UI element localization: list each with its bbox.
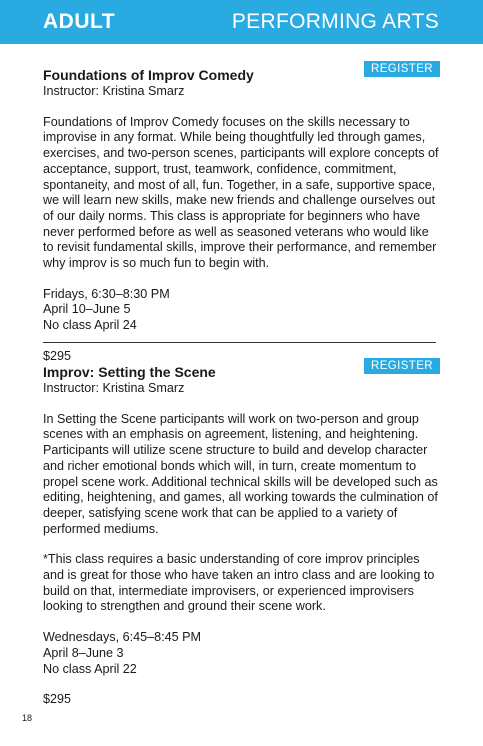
course-time: Wednesdays, 6:45–8:45 PM xyxy=(43,630,201,645)
course-exception: No class April 24 xyxy=(43,318,137,333)
course-instructor: Instructor: Kristina Smarz xyxy=(43,84,185,98)
course-title: Improv: Setting the Scene xyxy=(43,364,216,380)
course-listing xyxy=(43,360,440,708)
page-number: 18 xyxy=(22,713,33,723)
course-dates: April 10–June 5 xyxy=(43,302,131,317)
course-price: $295 xyxy=(43,348,72,363)
register-button[interactable]: REGISTER xyxy=(364,61,440,77)
course-listing xyxy=(43,63,440,365)
category-title: PERFORMING ARTS xyxy=(231,10,439,33)
course-price: $295 xyxy=(43,692,72,707)
section-divider xyxy=(43,342,436,343)
page-header xyxy=(0,0,483,44)
course-exception: No class April 22 xyxy=(43,661,137,676)
course-description: Foundations of Improv Comedy focuses on the skills necessary to improvise in any format. While being thoughtfully led through games, exercises, and two-person scenes, participants will explore concepts of acceptance, support, trust, teamwork, confidence, commitment, spontaneity, and most of all, fun. Together, in a safe, supportive space, we will learn new skills, make new friends and challenge ourselves out of our daily norms. This class is appropriate for beginners who have never performed before as well as seasoned veterans who would like to revisit fundamental skills, improve their performance, and remember why improv is so much fun to begin with. xyxy=(43,114,439,271)
register-button[interactable]: REGISTER xyxy=(364,358,440,374)
course-description: In Setting the Scene participants will work on two-person and group scenes with an emphasis on agreement, listening, and heightening. Participants will utilize scene structure to build and develop character and richer emotional bonds which will, in turn, create momentum to propel scene work. Additional technical skills will be developed such as editing, heightening, and games, all working towards the culmination of deeper, satisfying scene work that can be applied to a variety of performed mediums. xyxy=(43,411,438,536)
course-dates: April 8–June 3 xyxy=(43,645,124,660)
course-note: *This class requires a basic understanding of core improv principles and is great for those who have taken an intro class and are looking to build on that, intermediate improvisers, or experienced improvisers looking to strengthen and ground their scene work. xyxy=(43,552,435,614)
course-instructor: Instructor: Kristina Smarz xyxy=(43,381,185,395)
section-title: ADULT xyxy=(43,10,116,33)
course-title: Foundations of Improv Comedy xyxy=(43,67,254,83)
course-time: Fridays, 6:30–8:30 PM xyxy=(43,286,170,301)
